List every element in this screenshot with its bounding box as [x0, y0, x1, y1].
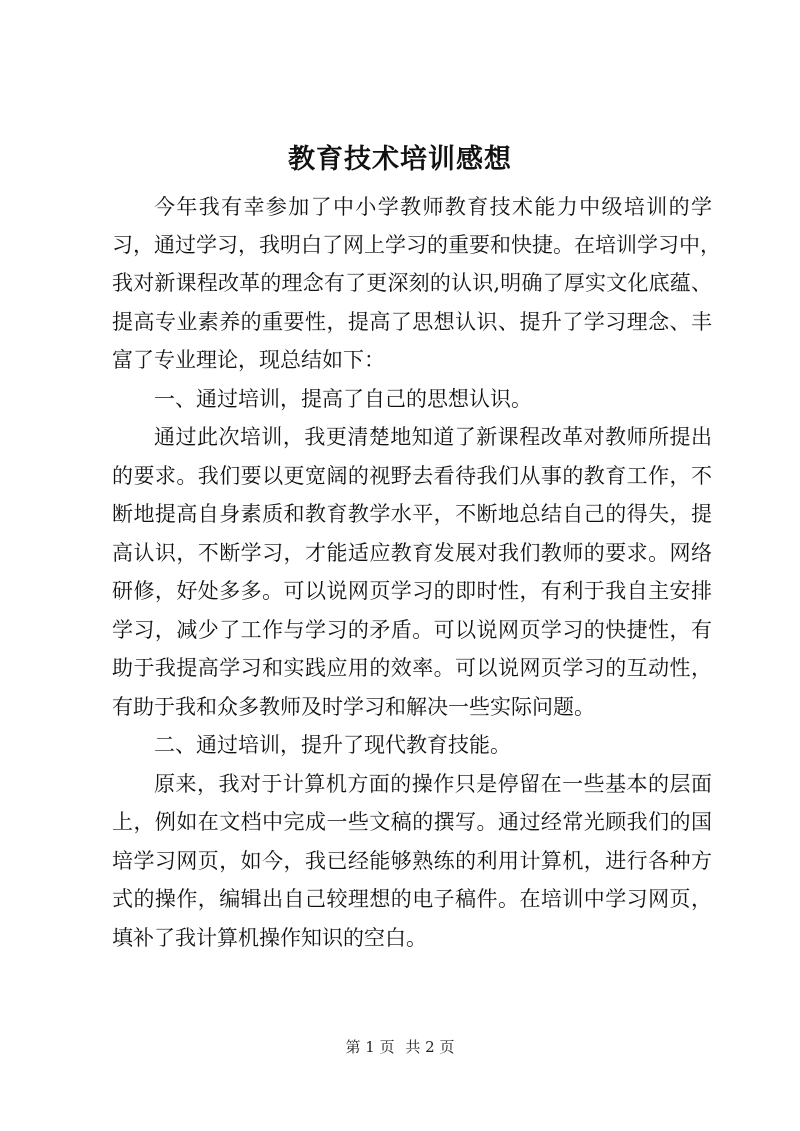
body-line: 助于我提高学习和实践应用的效率。可以说网页学习的互动性， [112, 656, 712, 680]
page-total: 共 2 页 [405, 1038, 455, 1056]
body-line: 有助于我和众多教师及时学习和解决一些实际问题。 [112, 695, 595, 719]
body-line: 培学习网页，如今，我已经能够熟练的利用计算机，进行各种方 [112, 849, 712, 873]
body-line: 研修，好处多多。可以说网页学习的即时性，有利于我自主安排 [112, 579, 712, 603]
body-line: 高认识，不断学习，才能适应教育发展对我们教师的要求。网络 [112, 541, 712, 565]
section-heading: 二、通过培训，提升了现代教育技能。 [154, 733, 511, 757]
page-footer [0, 1036, 800, 1058]
body-line: 断地提高自身素质和教育教学水平，不断地总结自己的得失，提 [112, 502, 712, 526]
body-line: 富了专业理论，现总结如下： [112, 348, 385, 372]
body-line: 学习，减少了工作与学习的矛盾。可以说网页学习的快捷性，有 [112, 618, 712, 642]
body-line: 的要求。我们要以更宽阔的视野去看待我们从事的教育工作，不 [112, 464, 712, 488]
document-title: 教育技术培训感想 [288, 144, 512, 175]
body-line: 填补了我计算机操作知识的空白。 [112, 926, 427, 950]
section-heading: 一、通过培训，提高了自己的思想认识。 [154, 387, 532, 411]
body-line: 通过此次培训，我更清楚地知道了新课程改革对教师所提出 [154, 425, 712, 449]
body-line: 我对新课程改革的理念有了更深刻的认识,明确了厚实文化底蕴、 [112, 271, 712, 295]
body-line: 式的操作，编辑出自己较理想的电子稿件。在培训中学习网页， [112, 887, 712, 911]
body-line: 原来，我对于计算机方面的操作只是停留在一些基本的层面 [154, 772, 712, 796]
body-line: 上，例如在文档中完成一些文稿的撰写。通过经常光顾我们的国 [112, 810, 712, 834]
body-line: 今年我有幸参加了中小学教师教育技术能力中级培训的学 [154, 195, 712, 219]
body-line: 习，通过学习，我明白了网上学习的重要和快捷。在培训学习中， [112, 233, 721, 257]
body-line: 提高专业素养的重要性，提高了思想认识、提升了学习理念、丰 [112, 310, 712, 334]
page-number: 第 1 页 [345, 1038, 395, 1056]
